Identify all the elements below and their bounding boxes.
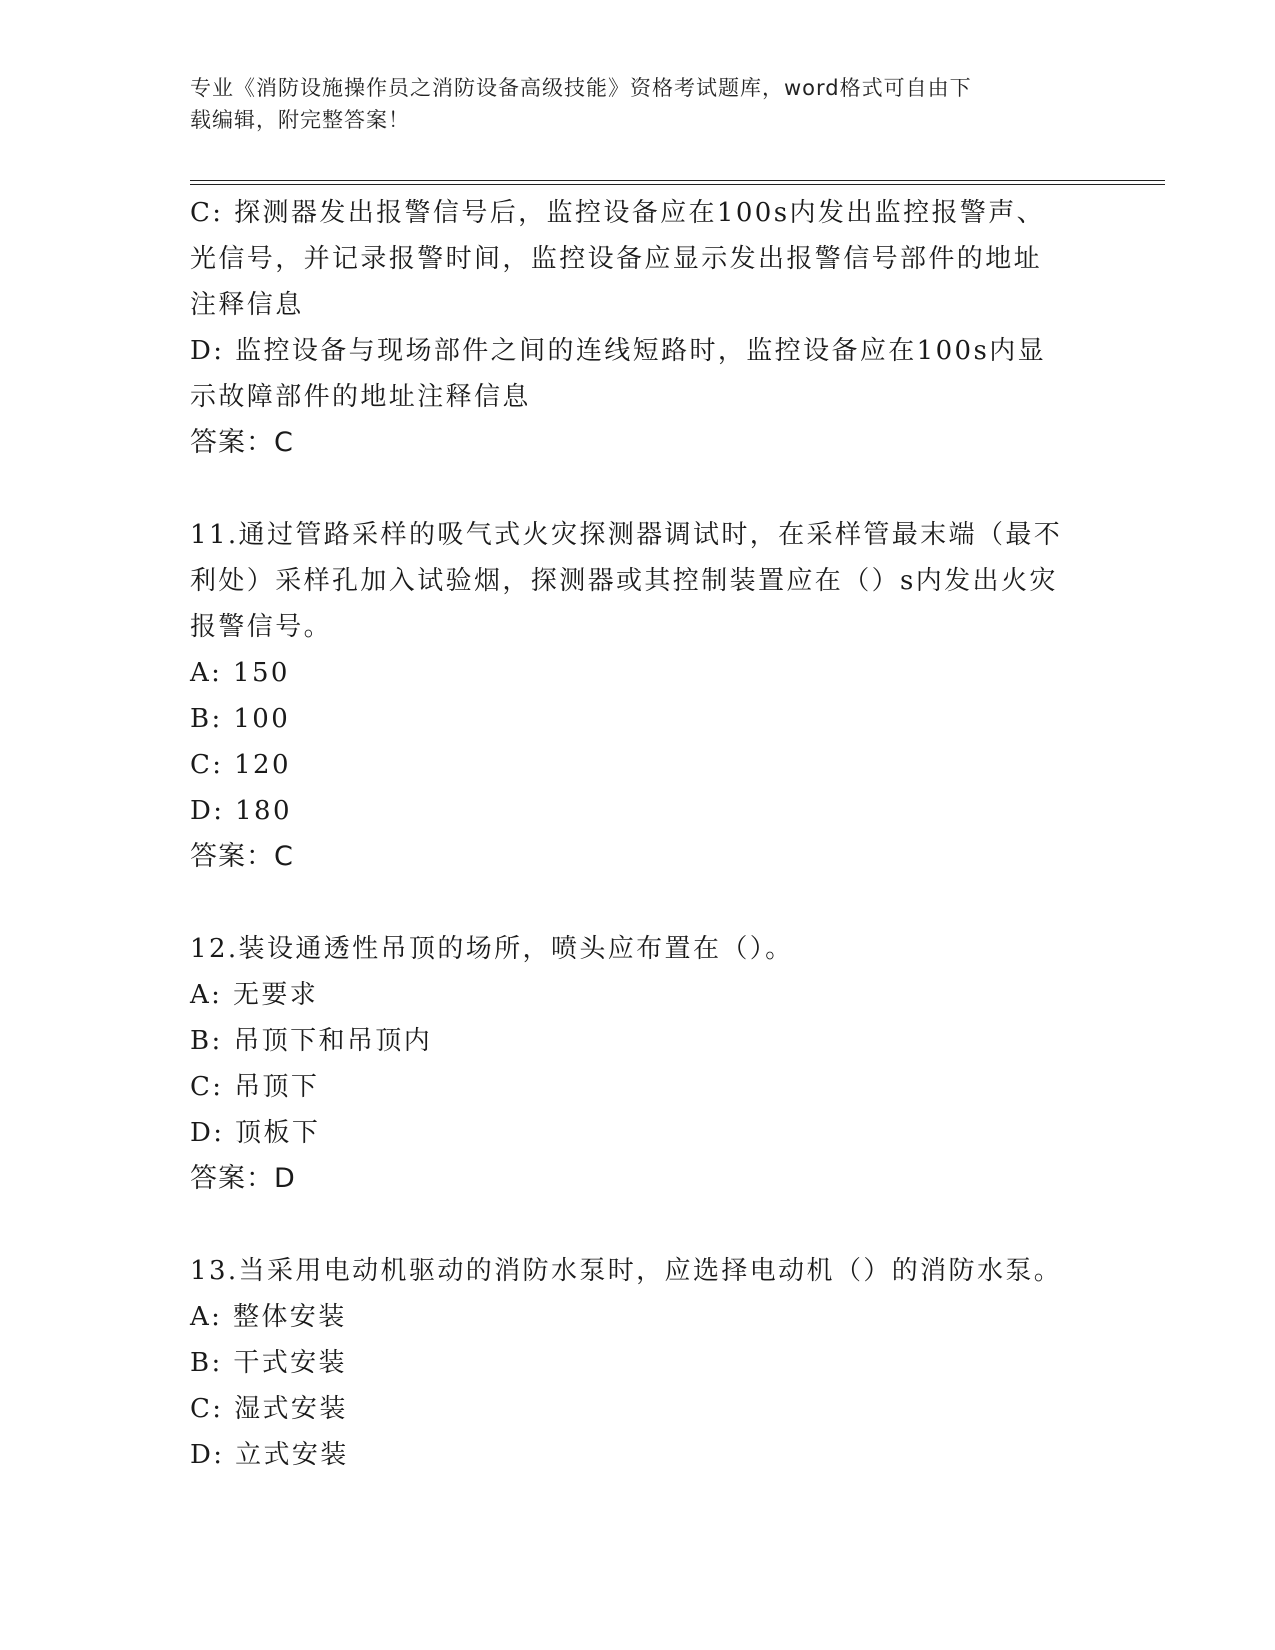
answer: 答案：C bbox=[190, 427, 294, 458]
question-line: 利处）采样孔加入试验烟，探测器或其控制装置应在（）s内发出火灾 bbox=[190, 566, 1058, 596]
document-body bbox=[190, 190, 1090, 1478]
option-c-line-3: 注释信息 bbox=[190, 290, 304, 320]
question-line: 11.通过管路采样的吸气式火灾探测器调试时，在采样管最末端（最不 bbox=[190, 520, 1063, 550]
question-line: 报警信号。 bbox=[190, 612, 333, 642]
option-d-line-2: 示故障部件的地址注释信息 bbox=[190, 382, 531, 412]
option-a: A: 无要求 bbox=[190, 980, 319, 1010]
question-line: 12.装设通透性吊顶的场所，喷头应布置在（）。 bbox=[190, 934, 794, 964]
question-line: 13.当采用电动机驱动的消防水泵时，应选择电动机（）的消防水泵。 bbox=[190, 1256, 1063, 1286]
answer: 答案：C bbox=[190, 841, 294, 872]
option-c: C: 吊顶下 bbox=[190, 1072, 320, 1102]
option-b: B: 100 bbox=[190, 704, 291, 734]
option-b: B: 吊顶下和吊顶内 bbox=[190, 1026, 433, 1056]
option-a: A: 150 bbox=[190, 658, 290, 688]
question-11 bbox=[190, 512, 1090, 880]
option-d: D: 顶板下 bbox=[190, 1118, 321, 1148]
header-line-1: 专业《消防设施操作员之消防设备高级技能》资格考试题库，word格式可自由下 bbox=[190, 76, 972, 100]
question-12 bbox=[190, 926, 1090, 1202]
option-c-line-1: C: 探测器发出报警信号后，监控设备应在100s内发出监控报警声、 bbox=[190, 198, 1046, 228]
header-double-rule bbox=[190, 180, 1165, 185]
option-d: D: 立式安装 bbox=[190, 1440, 349, 1470]
answer: 答案：D bbox=[190, 1163, 296, 1194]
option-a: A: 整体安装 bbox=[190, 1302, 347, 1332]
option-d-line-1: D: 监控设备与现场部件之间的连线短路时，监控设备应在100s内显 bbox=[190, 336, 1047, 366]
option-c: C: 湿式安装 bbox=[190, 1394, 348, 1424]
page-header bbox=[190, 72, 1090, 136]
previous-question-tail bbox=[190, 190, 1090, 466]
header-line-2: 载编辑，附完整答案！ bbox=[190, 108, 410, 132]
option-c: C: 120 bbox=[190, 750, 291, 780]
option-b: B: 干式安装 bbox=[190, 1348, 347, 1378]
option-d: D: 180 bbox=[190, 796, 292, 826]
option-c-line-2: 光信号，并记录报警时间，监控设备应显示发出报警信号部件的地址 bbox=[190, 244, 1043, 274]
question-13 bbox=[190, 1248, 1090, 1478]
